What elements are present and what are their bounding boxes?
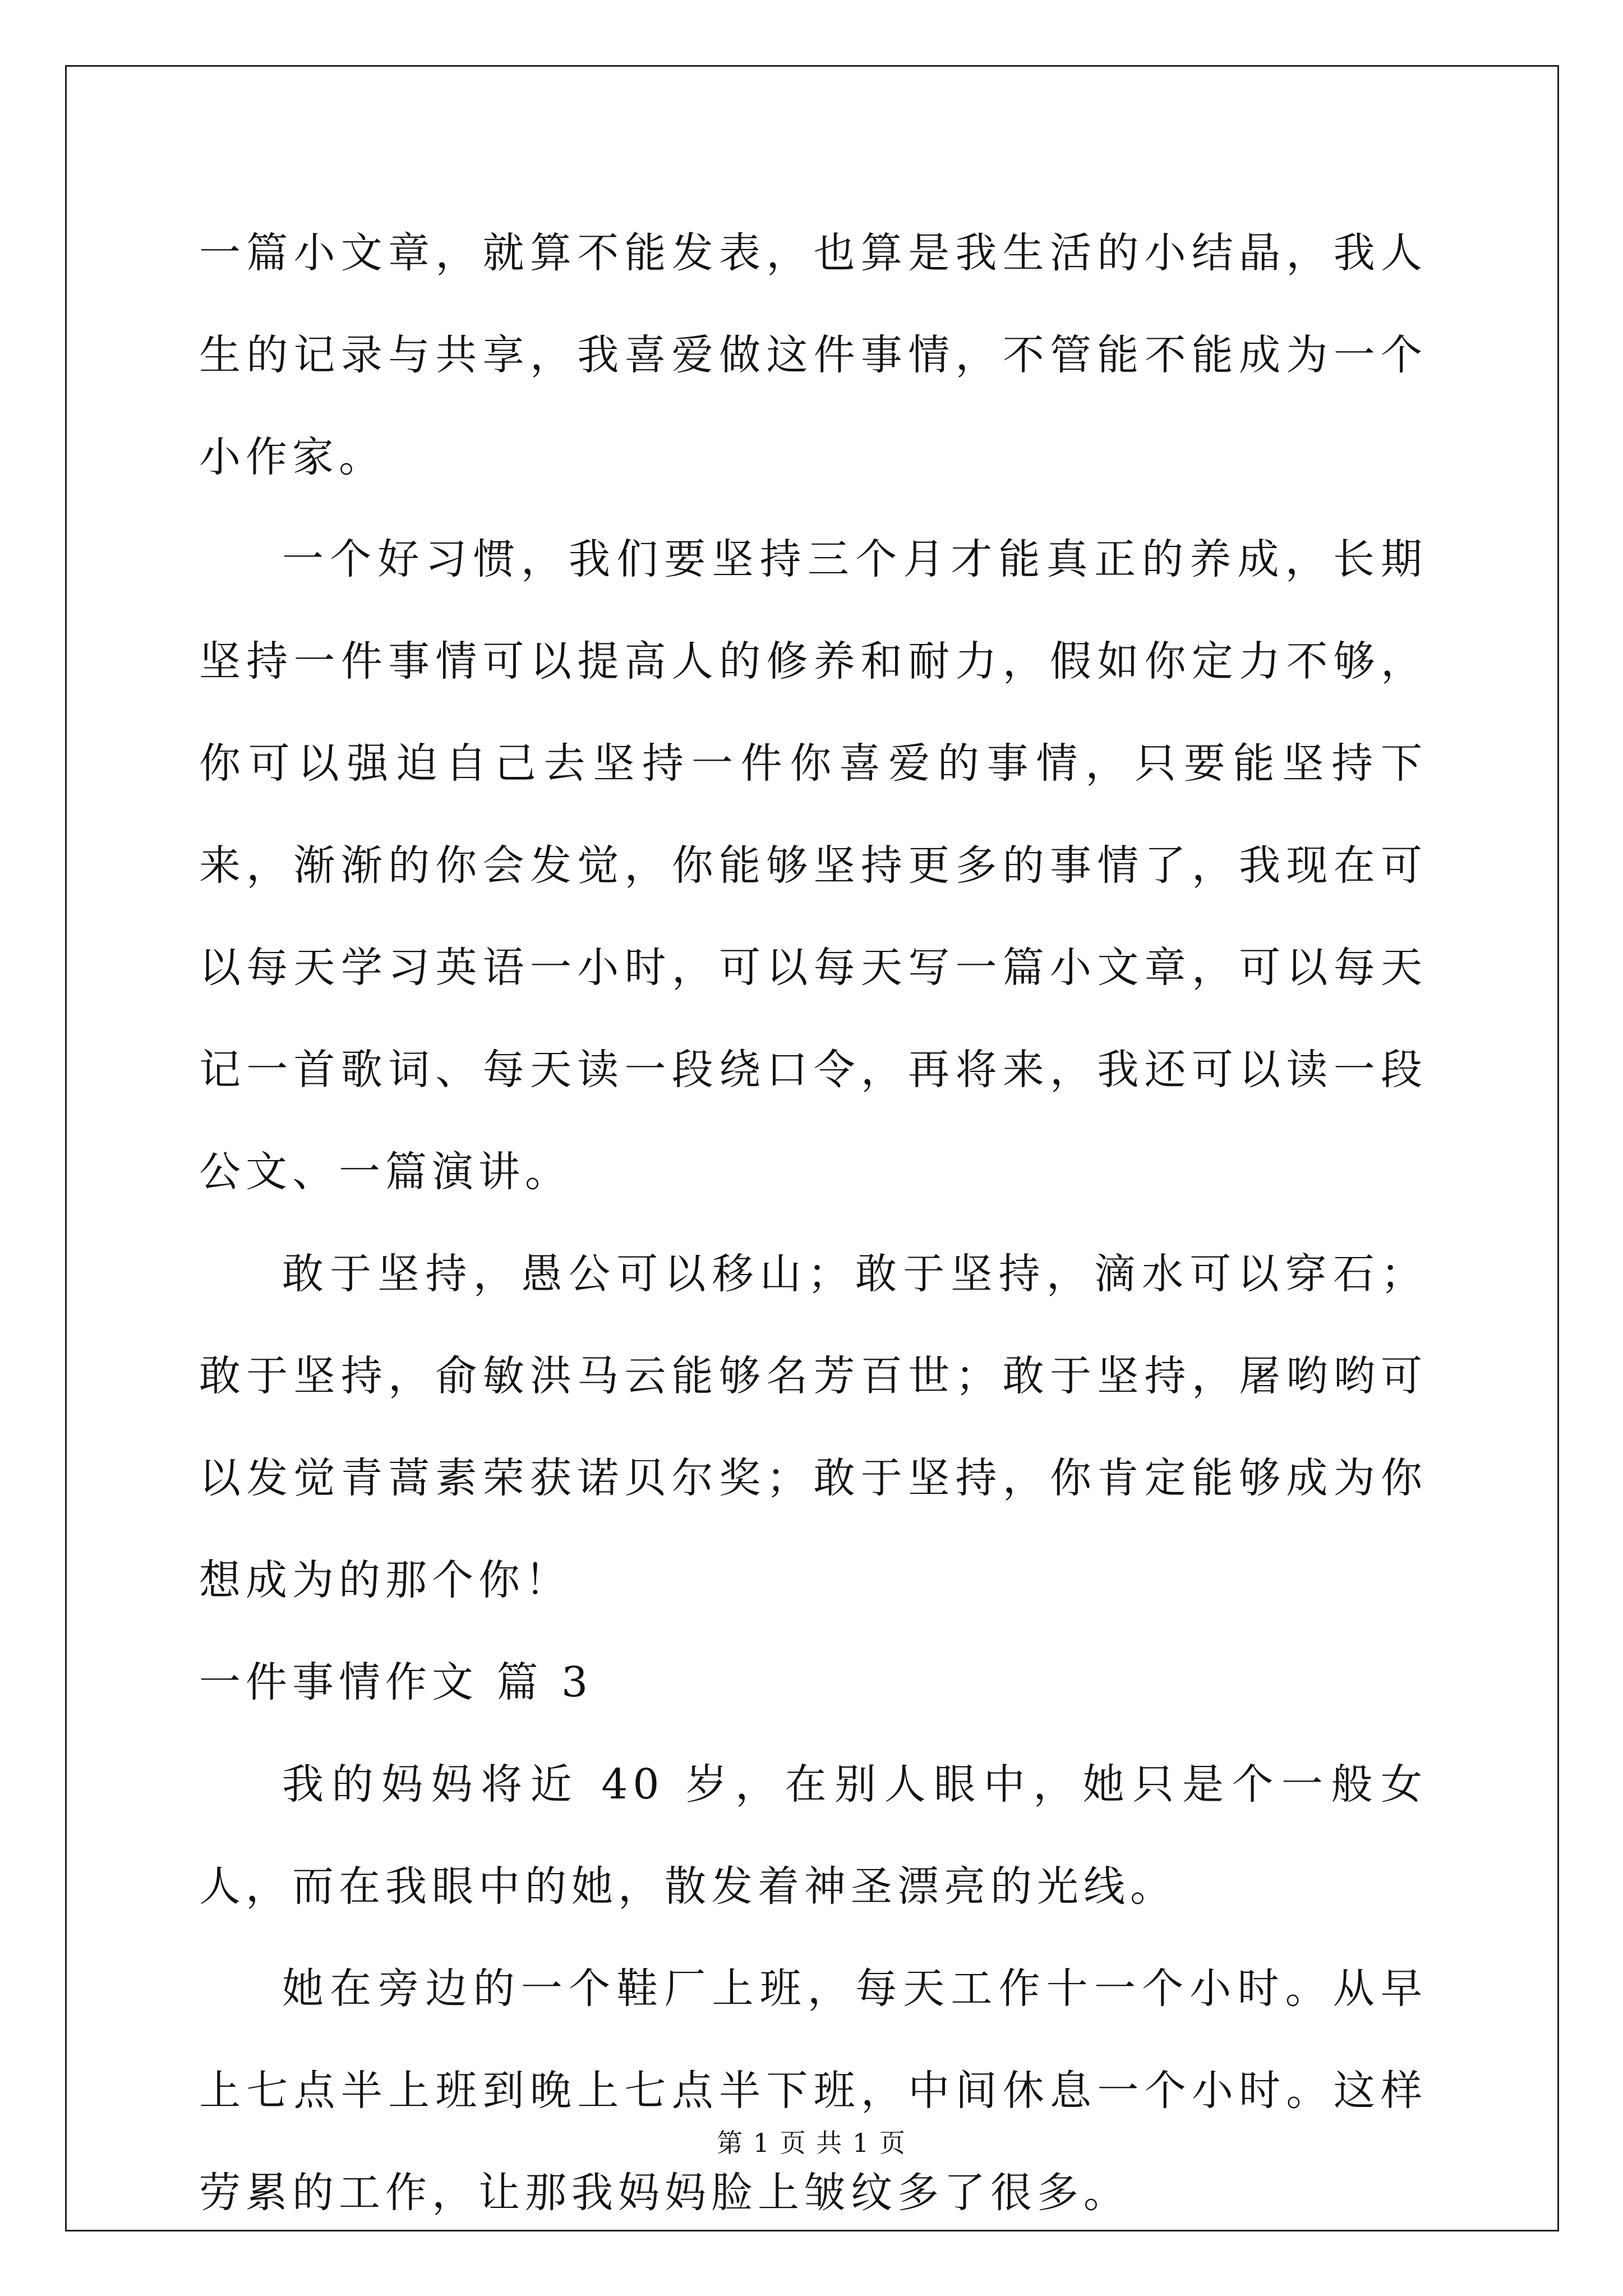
paragraph-2: 一个好习惯，我们要坚持三个月才能真正的养成，长期坚持一件事情可以提高人的修养和耐力，假如你定力不够，你可以强迫自己去坚持一件你喜爱的事情，只要能坚持下来，渐渐的你会发觉，你能够坚持更多的事情了，我现在可以每天学习英语一小时，可以每天写一篇小文章，可以每天记一首歌词、每天读一段绕口令，再将来，我还可以读一段公文、一篇演讲。 [199, 535, 1427, 1196]
paragraph-1: 一篇小文章，就算不能发表，也算是我生活的小结晶，我人生的记录与共享，我喜爱做这件事情，不管能不能成为一个小作家。 [199, 229, 1427, 481]
page-footer [0, 2126, 1623, 2160]
page-number: 第 1 页 共 1 页 [717, 2128, 906, 2158]
document-body [199, 202, 1427, 2244]
paragraph-4: 我的妈妈将近 40 岁，在别人眼中，她只是个一般女人，而在我眼中的她，散发着神圣漂亮的光线。 [199, 1760, 1427, 1911]
section-heading: 一件事情作文 篇 3 [199, 1658, 593, 1706]
paragraph-5: 她在旁边的一个鞋厂上班，每天工作十一个小时。从早上七点半上班到晚上七点半下班，中间休息一个小时。这样劳累的工作，让那我妈妈脸上皱纹多了很多。 [199, 1964, 1427, 2217]
paragraph-3: 敢于坚持，愚公可以移山；敢于坚持，滴水可以穿石；敢于坚持，俞敏洪马云能够名芳百世；敢于坚持，屠哟哟可以发觉青蒿素荣获诺贝尔奖；敢于坚持，你肯定能够成为你想成为的那个你！ [199, 1250, 1427, 1604]
